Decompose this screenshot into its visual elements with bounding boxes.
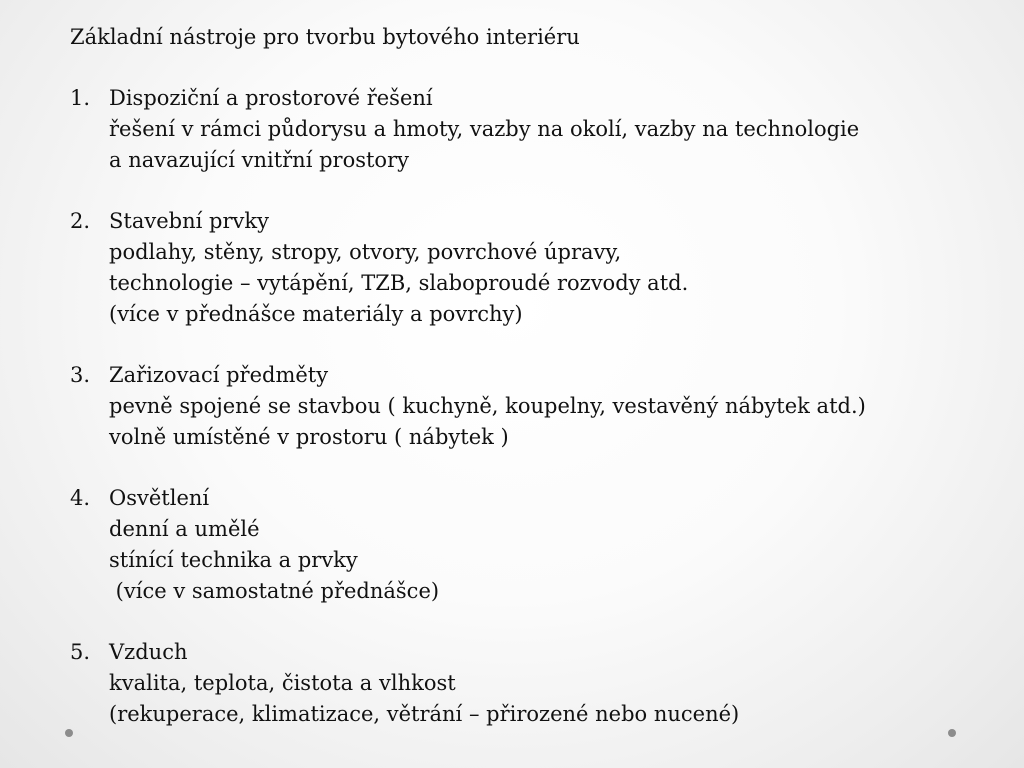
item-number: 4.	[70, 486, 91, 510]
item-line: podlahy, stěny, stropy, otvory, povrchové úpravy,	[109, 240, 622, 264]
item-heading: Vzduch	[109, 640, 188, 664]
item-number: 2.	[70, 209, 91, 233]
item-body	[109, 206, 970, 330]
item-heading: Stavební prvky	[109, 209, 269, 233]
slide-title: Základní nástroje pro tvorbu bytového interiéru	[70, 25, 580, 49]
item-body	[109, 360, 970, 453]
item-number: 3.	[70, 363, 91, 387]
list-item-3	[70, 360, 970, 453]
item-number: 5.	[70, 640, 91, 664]
item-line: a navazující vnitřní prostory	[109, 148, 409, 172]
slide-content	[70, 22, 970, 760]
item-line: pevně spojené se stavbou ( kuchyně, koupelny, vestavěný nábytek atd.)	[109, 394, 866, 418]
item-line: volně umístěné v prostoru ( nábytek )	[109, 425, 509, 449]
list-item-5	[70, 637, 970, 730]
item-heading: Dispoziční a prostorové řešení	[109, 86, 433, 110]
item-line: technologie – vytápění, TZB, slaboproudé rozvody atd.	[109, 271, 689, 295]
item-body	[109, 83, 970, 176]
item-heading: Zařizovací předměty	[109, 363, 329, 387]
item-line: řešení v rámci půdorysu a hmoty, vazby na okolí, vazby na technologie	[109, 117, 860, 141]
item-line: stínící technika a prvky	[109, 548, 358, 572]
item-line: (více v přednášce materiály a povrchy)	[109, 302, 523, 326]
item-line: (rekuperace, klimatizace, větrání – přirozené nebo nucené)	[109, 702, 740, 726]
item-body	[109, 483, 970, 607]
corner-dot-icon	[948, 729, 956, 737]
list-item-1	[70, 83, 970, 176]
item-heading: Osvětlení	[109, 486, 210, 510]
item-body	[109, 637, 970, 730]
list-item-2	[70, 206, 970, 330]
item-line: denní a umělé	[109, 517, 260, 541]
corner-dot-icon	[65, 729, 73, 737]
item-number: 1.	[70, 86, 91, 110]
item-line: (více v samostatné přednášce)	[109, 579, 440, 603]
item-line: kvalita, teplota, čistota a vlhkost	[109, 671, 456, 695]
list-item-4	[70, 483, 970, 607]
